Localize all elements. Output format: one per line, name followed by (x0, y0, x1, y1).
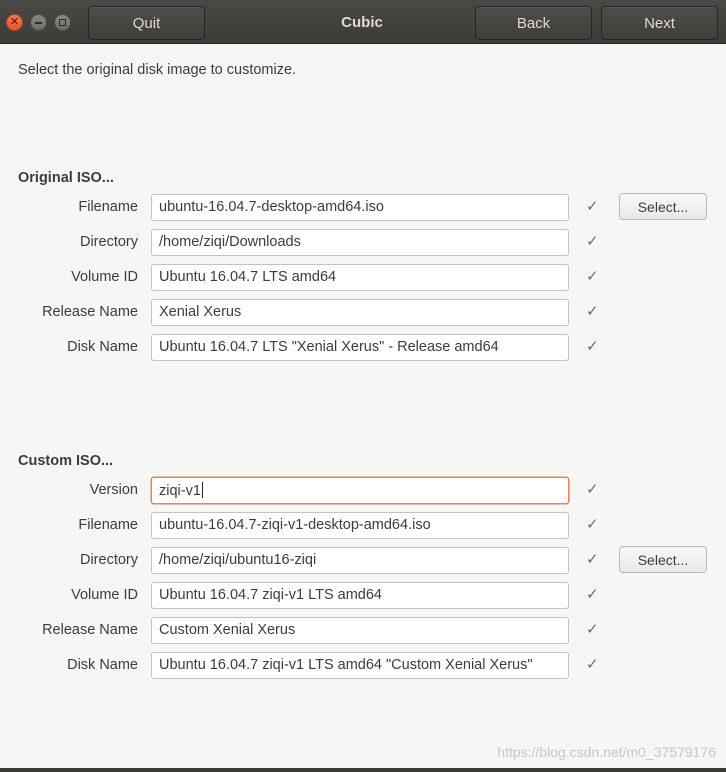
custom-filename-label: Filename (78, 517, 138, 533)
check-icon: ✓ (586, 481, 599, 498)
original-volume-id-row (0, 264, 726, 292)
original-release-name-field[interactable]: Xenial Xerus (151, 299, 569, 326)
original-directory-label: Directory (79, 234, 138, 250)
check-icon: ✓ (586, 516, 599, 533)
original-filename-label: Filename (78, 199, 138, 215)
custom-version-value: ziqi-v1 (159, 483, 201, 499)
next-button[interactable]: Next (601, 6, 718, 40)
custom-release-name-label: Release Name (42, 622, 138, 638)
custom-volume-id-field[interactable]: Ubuntu 16.04.7 ziqi-v1 LTS amd64 (151, 582, 569, 609)
custom-release-name-field[interactable]: Custom Xenial Xerus (151, 617, 569, 644)
header-bar (0, 0, 726, 44)
custom-disk-name-field[interactable]: Ubuntu 16.04.7 ziqi-v1 LTS amd64 "Custom Xenial Xerus" (151, 652, 569, 679)
check-icon: ✓ (586, 338, 599, 355)
original-release-name-row (0, 299, 726, 327)
custom-volume-id-label: Volume ID (71, 587, 138, 603)
custom-directory-row (0, 547, 726, 575)
original-disk-name-row (0, 334, 726, 362)
original-iso-title: Original ISO... (18, 170, 114, 186)
custom-disk-name-row (0, 652, 726, 680)
watermark: https://blog.csdn.net/m0_37579176 (497, 744, 716, 760)
custom-release-name-row (0, 617, 726, 645)
original-filename-row (0, 194, 726, 222)
custom-filename-field[interactable]: ubuntu-16.04.7-ziqi-v1-desktop-amd64.iso (151, 512, 569, 539)
close-icon[interactable]: ✕ (6, 14, 23, 31)
original-filename-field[interactable]: ubuntu-16.04.7-desktop-amd64.iso (151, 194, 569, 221)
original-select-button[interactable]: Select... (619, 193, 707, 220)
custom-version-label: Version (89, 482, 138, 498)
check-icon: ✓ (586, 233, 599, 250)
original-volume-id-field[interactable]: Ubuntu 16.04.7 LTS amd64 (151, 264, 569, 291)
custom-version-row (0, 477, 726, 505)
window-bottom-edge (0, 768, 726, 772)
custom-volume-id-row (0, 582, 726, 610)
custom-directory-field[interactable]: /home/ziqi/ubuntu16-ziqi (151, 547, 569, 574)
custom-directory-label: Directory (79, 552, 138, 568)
original-directory-row (0, 229, 726, 257)
instruction-text: Select the original disk image to customize. (18, 62, 297, 78)
custom-filename-row (0, 512, 726, 540)
original-disk-name-label: Disk Name (67, 339, 138, 355)
custom-version-field[interactable] (151, 477, 569, 504)
original-directory-field[interactable]: /home/ziqi/Downloads (151, 229, 569, 256)
custom-disk-name-label: Disk Name (67, 657, 138, 673)
check-icon: ✓ (586, 656, 599, 673)
window-title: Cubic (341, 14, 383, 31)
check-icon: ✓ (586, 268, 599, 285)
original-disk-name-field[interactable]: Ubuntu 16.04.7 LTS "Xenial Xerus" - Release amd64 (151, 334, 569, 361)
check-icon: ✓ (586, 551, 599, 568)
original-release-name-label: Release Name (42, 304, 138, 320)
text-caret (202, 482, 203, 498)
custom-iso-title: Custom ISO... (18, 453, 114, 469)
back-button[interactable]: Back (475, 6, 592, 40)
minimize-icon[interactable] (30, 14, 47, 31)
quit-button[interactable]: Quit (88, 6, 205, 40)
check-icon: ✓ (586, 198, 599, 215)
custom-select-button[interactable]: Select... (619, 546, 707, 573)
check-icon: ✓ (586, 586, 599, 603)
maximize-icon[interactable] (54, 14, 71, 31)
check-icon: ✓ (586, 621, 599, 638)
original-volume-id-label: Volume ID (71, 269, 138, 285)
check-icon: ✓ (586, 303, 599, 320)
